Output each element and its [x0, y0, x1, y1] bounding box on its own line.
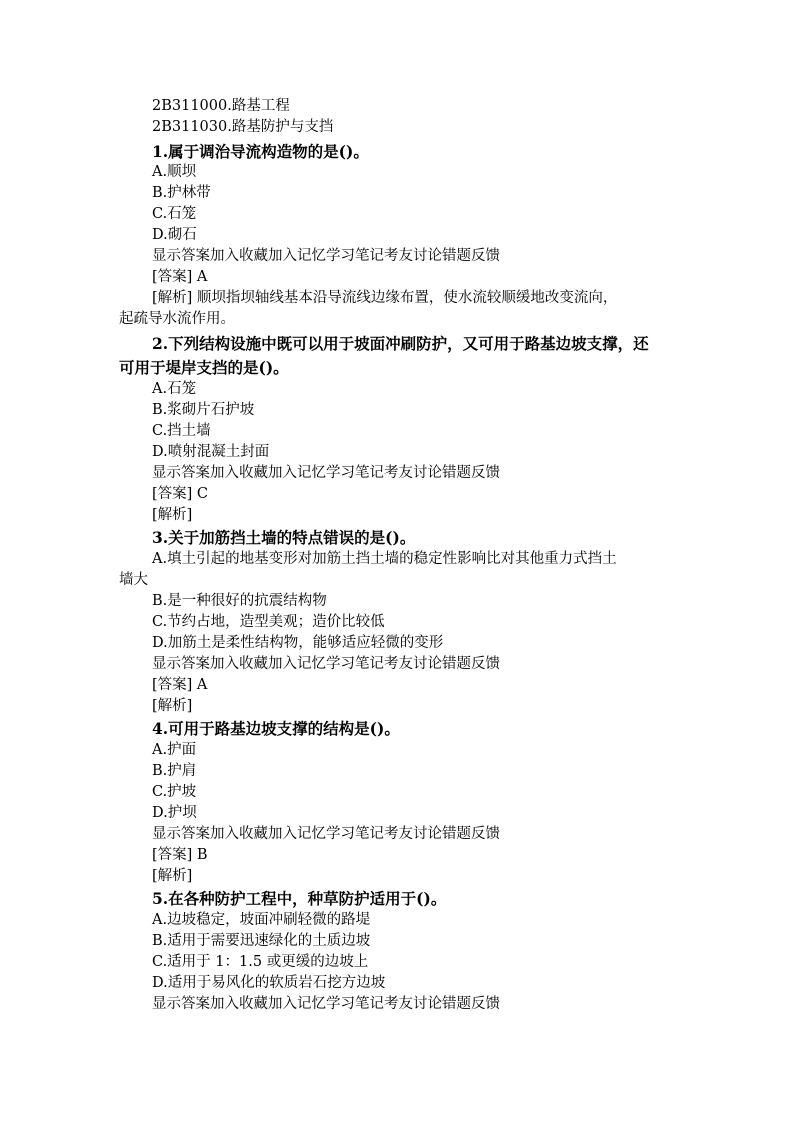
question-2-title-cont: 可用于堤岸支挡的是()。 [119, 358, 289, 377]
question-5-option-b: B.适用于需要迅速绿化的土质边坡 [152, 933, 371, 949]
question-4-option-b: B.护肩 [152, 763, 197, 779]
question-1-option-c: C.石笼 [152, 206, 197, 222]
question-5-title: 5.在各种防护工程中，种草防护适用于()。 [152, 889, 447, 908]
question-3-option-a-cont: 墙大 [119, 572, 148, 588]
question-2-actions[interactable]: 显示答案加入收藏加入记忆学习笔记考友讨论错题反馈 [152, 465, 500, 481]
question-1-option-a: A.顺坝 [152, 164, 197, 180]
question-4-title: 4.可用于路基边坡支撑的结构是()。 [152, 719, 400, 738]
question-2-option-c: C.挡土墙 [152, 423, 211, 439]
question-5-actions[interactable]: 显示答案加入收藏加入记忆学习笔记考友讨论错题反馈 [152, 996, 500, 1012]
question-1-answer: [答案] A [152, 269, 208, 285]
question-3-title: 3.关于加筋挡土墙的特点错误的是()。 [152, 528, 416, 547]
question-1-actions[interactable]: 显示答案加入收藏加入记忆学习笔记考友讨论错题反馈 [152, 248, 500, 264]
question-1-title: 1.属于调治导流构造物的是()。 [152, 142, 369, 161]
question-4-answer: [答案] B [152, 847, 208, 863]
question-4-option-d: D.护坝 [152, 805, 197, 821]
question-1-option-d: D.砌石 [152, 227, 197, 243]
chapter-heading: 2B311000.路基工程 [152, 98, 290, 114]
question-2-option-b: B.浆砌片石护坡 [152, 402, 255, 418]
question-3-option-a: A.填土引起的地基变形对加筋土挡土墙的稳定性影响比对其他重力式挡土 [152, 551, 617, 567]
question-3-option-b: B.是一种很好的抗震结构物 [152, 593, 327, 609]
question-3-option-c: C.节约占地，造型美观；造价比较低 [152, 614, 385, 630]
question-4-analysis: [解析] [152, 868, 193, 884]
question-1-analysis: [解析] 顺坝指坝轴线基本沿导流线边缘布置，使水流较顺缓地改变流向， [152, 290, 618, 306]
question-3-actions[interactable]: 显示答案加入收藏加入记忆学习笔记考友讨论错题反馈 [152, 656, 500, 672]
question-2-answer: [答案] C [152, 486, 209, 502]
question-3-analysis: [解析] [152, 698, 193, 714]
question-5-option-c: C.适用于 1：1.5 或更缓的边坡上 [152, 954, 369, 970]
question-5-option-d: D.适用于易风化的软质岩石挖方边坡 [152, 975, 386, 991]
question-2-option-d: D.喷射混凝土封面 [152, 444, 270, 460]
question-5-option-a: A.边坡稳定，坡面冲刷轻微的路堤 [152, 912, 371, 928]
question-4-actions[interactable]: 显示答案加入收藏加入记忆学习笔记考友讨论错题反馈 [152, 826, 500, 842]
question-4-option-a: A.护面 [152, 742, 197, 758]
question-4-option-c: C.护坡 [152, 784, 197, 800]
question-1-analysis-cont: 起疏导水流作用。 [119, 311, 235, 327]
question-2-analysis: [解析] [152, 507, 193, 523]
question-2-option-a: A.石笼 [152, 381, 197, 397]
question-2-title: 2.下列结构设施中既可以用于坡面冲刷防护，又可用于路基边坡支撑，还 [152, 334, 649, 353]
question-3-answer: [答案] A [152, 677, 208, 693]
question-1-option-b: B.护林带 [152, 185, 211, 201]
question-3-option-d: D.加筋土是柔性结构物，能够适应轻微的变形 [152, 635, 444, 651]
section-heading: 2B311030.路基防护与支挡 [152, 119, 334, 135]
